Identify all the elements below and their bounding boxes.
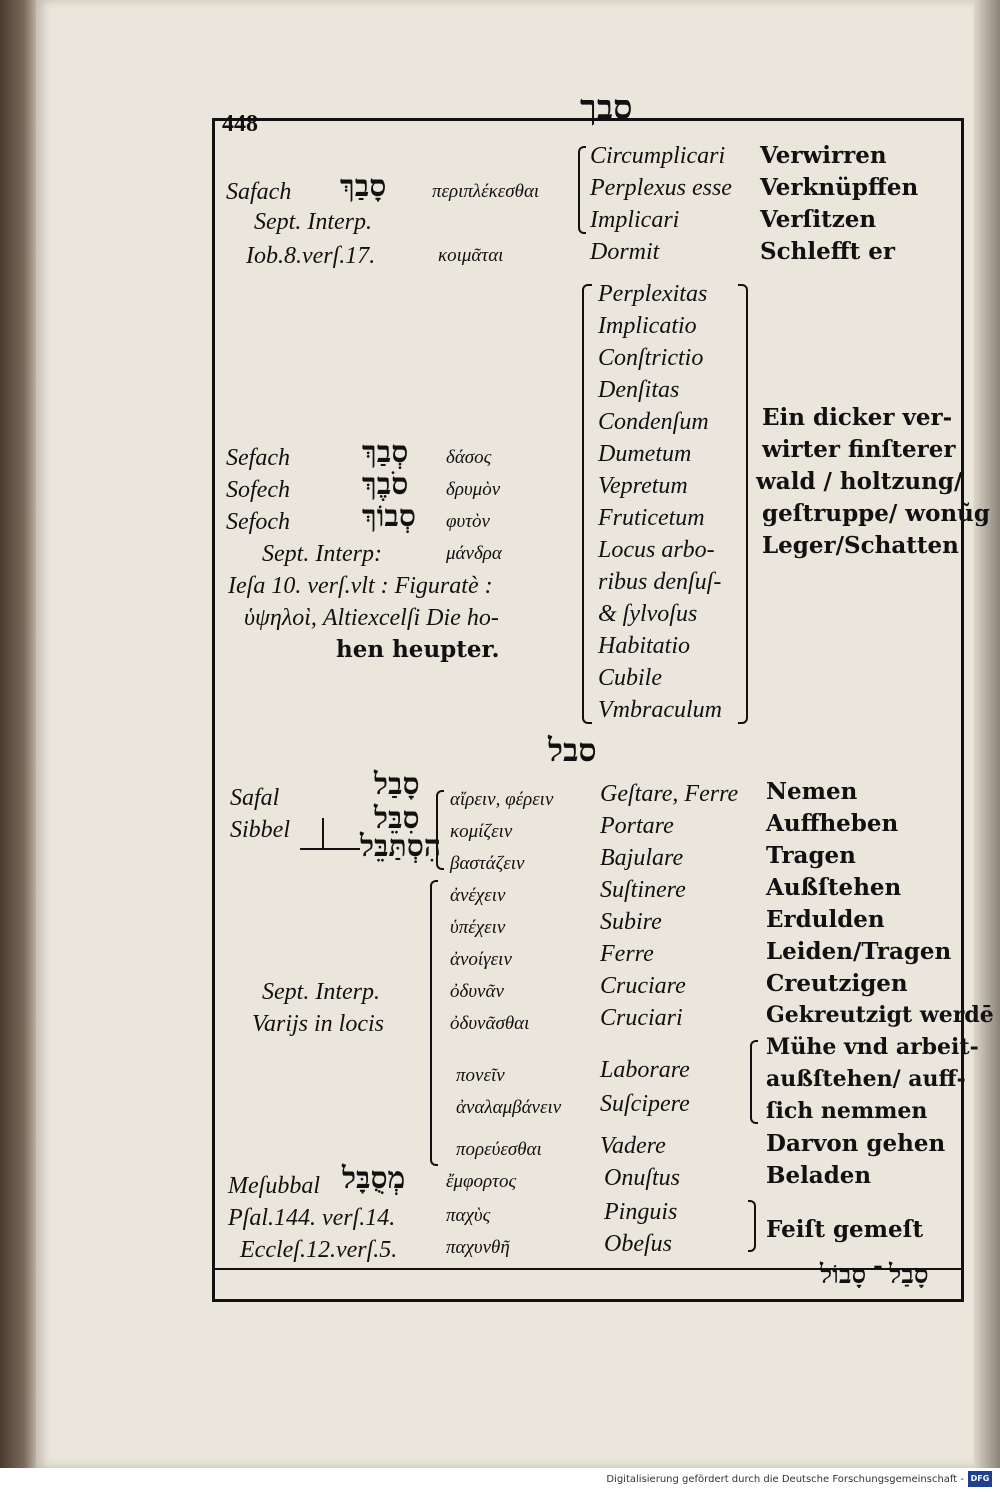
german-item: Erdulden — [766, 906, 885, 933]
translit-varijs: Varijs in locis — [252, 1011, 385, 1037]
note-altiexcelsi: ὑψηλοὶ, Altiexcelſi Die ho- — [244, 605, 499, 631]
greek-item: ὀδυνᾶν — [450, 981, 504, 1002]
latin-dormit: Dormit — [590, 239, 660, 265]
translit-sofech: Sofech — [226, 477, 290, 503]
hebrew-sefach: סְבַךְ — [362, 436, 409, 469]
translit-sefach: Sefach — [226, 445, 290, 471]
greek-dasos: δάσος — [446, 447, 492, 468]
brace-laborare — [750, 1040, 758, 1124]
german-item: Darvon gehen — [766, 1130, 946, 1157]
translit-sibbel: Sibbel — [230, 817, 290, 843]
latin-item: Perplexitas — [598, 281, 708, 307]
latin-item: Dumetum — [598, 441, 692, 467]
note-iesa: Ieſa 10. verſ.vlt : Figuratè : — [228, 573, 493, 599]
page-number: 448 — [222, 111, 258, 137]
dfg-logo: DFG — [968, 1471, 992, 1487]
latin-item: Portare — [600, 813, 674, 839]
greek-item: ἀναλαμβάνειν — [456, 1097, 562, 1118]
hebrew-sefoch: סְבוֹךְ — [362, 500, 416, 533]
greek-item: πονεῖν — [456, 1065, 505, 1086]
translit-sept-interp: Sept. Interp. — [254, 209, 372, 235]
latin-item: Cubile — [598, 665, 662, 691]
brace-block2-right — [738, 284, 748, 724]
greek-item: ὑπέχειν — [450, 917, 506, 938]
latin-item: Obeſus — [604, 1231, 672, 1257]
german-laborare-line: Mühe vnd arbeit- — [766, 1034, 979, 1060]
latin-item: Suſtinere — [600, 877, 686, 903]
hebrew-histabbel: הִסְתַּבֵּל — [360, 830, 442, 863]
latin-item: Vepretum — [598, 473, 688, 499]
german-schlefft: Schlefft er — [760, 238, 895, 265]
note-heupter: hen heupter. — [336, 636, 500, 663]
ref-iob: Iob.8.verſ.17. — [246, 243, 376, 269]
latin-item: Locus arbo- — [598, 537, 715, 563]
greek-periplekesthai: περιπλέκεσθαι — [432, 181, 540, 202]
latin-item: Pinguis — [604, 1199, 678, 1225]
hebrew-safach: סָבַךְ — [340, 170, 387, 203]
page-edge — [974, 0, 1000, 1468]
greek-mandra: μάνδρα — [446, 543, 502, 564]
latin-item: Bajulare — [600, 845, 684, 871]
latin-item: Vmbraculum — [598, 697, 722, 723]
german-item: Auffheben — [766, 810, 899, 837]
latin-item: Cruciari — [600, 1005, 683, 1031]
german-line: Leger/Schatten — [762, 532, 959, 559]
greek-item: παχὺς — [446, 1205, 491, 1226]
greek-phyton: φυτὸν — [446, 511, 490, 532]
latin-item: Cruciare — [600, 973, 686, 999]
brace-block1 — [578, 146, 586, 234]
german-item: Beladen — [766, 1162, 872, 1189]
latin-circumplicari: Circumplicari — [590, 143, 726, 169]
greek-item: ἀνοίγειν — [450, 949, 512, 970]
translit-safal: Safal — [230, 785, 280, 811]
german-line: wirter finſterer — [762, 436, 956, 463]
greek-item: κομίζειν — [450, 821, 513, 842]
greek-item: αἴρειν, φέρειν — [450, 789, 554, 810]
latin-item: Geſtare, Ferre — [600, 781, 739, 807]
latin-item: Onuſtus — [604, 1165, 681, 1191]
latin-item: & ſylvoſus — [598, 601, 698, 627]
translit-sept-interp-3: Sept. Interp. — [262, 979, 380, 1005]
german-laborare-line: ſich nemmen — [766, 1098, 928, 1124]
german-line: geſtruppe/ wonũg — [762, 500, 990, 527]
hebrew-safal: סָבַל — [374, 768, 420, 801]
german-line: wald / holtzung/ — [756, 468, 963, 495]
german-item: Leiden/Tragen — [766, 938, 952, 965]
latin-item: Subire — [600, 909, 662, 935]
latin-item: Vadere — [600, 1133, 666, 1159]
latin-implicari: Implicari — [590, 207, 680, 233]
section-hebrew-sabal: סבל — [548, 732, 597, 768]
book-spine-shadow — [0, 0, 40, 1468]
hebrew-sofech: סֹבֶךְ — [362, 468, 409, 501]
latin-item: Ferre — [600, 941, 654, 967]
latin-item: Fruticetum — [598, 505, 705, 531]
translit-sefoch: Sefoch — [226, 509, 290, 535]
brace-block2-left — [582, 284, 592, 724]
latin-item: Laborare — [600, 1057, 690, 1083]
german-item: Nemen — [766, 778, 858, 805]
german-item: Außſtehen — [766, 874, 902, 901]
header-hebrew: סבך — [580, 90, 633, 127]
greek-item: παχυνθῆ — [446, 1237, 510, 1258]
footer-credit: Digitalisierung gefördert durch die Deutsche Forschungsgemeinschaft - — [606, 1474, 964, 1485]
greek-drymon: δρυμὸν — [446, 479, 501, 500]
latin-item: Habitatio — [598, 633, 691, 659]
brace-block3-main — [430, 880, 438, 1166]
german-verknupffen: Verknüpffen — [760, 174, 919, 201]
greek-item: ὀδυνᾶσθαι — [450, 1013, 530, 1034]
latin-item: Suſcipere — [600, 1091, 690, 1117]
german-feist: Feiſt gemeſt — [766, 1216, 924, 1243]
greek-item: ἔμφορτος — [446, 1171, 517, 1192]
translit-mesubbal: Meſubbal — [228, 1173, 320, 1199]
german-item: Creutzigen — [766, 970, 908, 997]
connector-vertical — [322, 818, 324, 848]
hebrew-sibbel: סִבֵּל — [374, 802, 420, 835]
german-line: Ein dicker ver- — [762, 404, 953, 431]
hebrew-mesubbal: מְסֻבָּל — [342, 1162, 406, 1195]
ref-psal: Pſal.144. verſ.14. — [228, 1205, 396, 1231]
latin-perplexus: Perplexus esse — [590, 175, 732, 201]
german-laborare-line: außſtehen/ auff- — [766, 1066, 966, 1092]
greek-item: ἀνέχειν — [450, 885, 506, 906]
greek-koimatai: κοιμᾶται — [438, 245, 504, 266]
greek-item: πορεύεσθαι — [456, 1139, 542, 1160]
latin-item: Condenſum — [598, 409, 709, 435]
latin-item: ribus denſuſ- — [598, 569, 722, 595]
brace-block3-top — [436, 790, 444, 870]
german-item: Gekreutzigt werdē — [766, 1002, 994, 1028]
brace-pinguis — [748, 1200, 756, 1252]
connector-horizontal — [300, 848, 360, 850]
latin-item: Denſitas — [598, 377, 680, 403]
translit-sept-interp-2: Sept. Interp: — [262, 541, 382, 567]
german-verwirren: Verwirren — [760, 142, 887, 169]
ref-eccles: Eccleſ.12.verſ.5. — [240, 1237, 398, 1263]
german-item: Tragen — [766, 842, 856, 869]
latin-item: Conſtrictio — [598, 345, 704, 371]
greek-item: βαστάζειν — [450, 853, 525, 874]
catchword-hebrew: סָבַל ־ סָבוֹל — [820, 1260, 929, 1289]
translit-safach: Safach — [226, 179, 292, 205]
latin-item: Implicatio — [598, 313, 697, 339]
german-versitzen: Verſitzen — [760, 206, 877, 233]
